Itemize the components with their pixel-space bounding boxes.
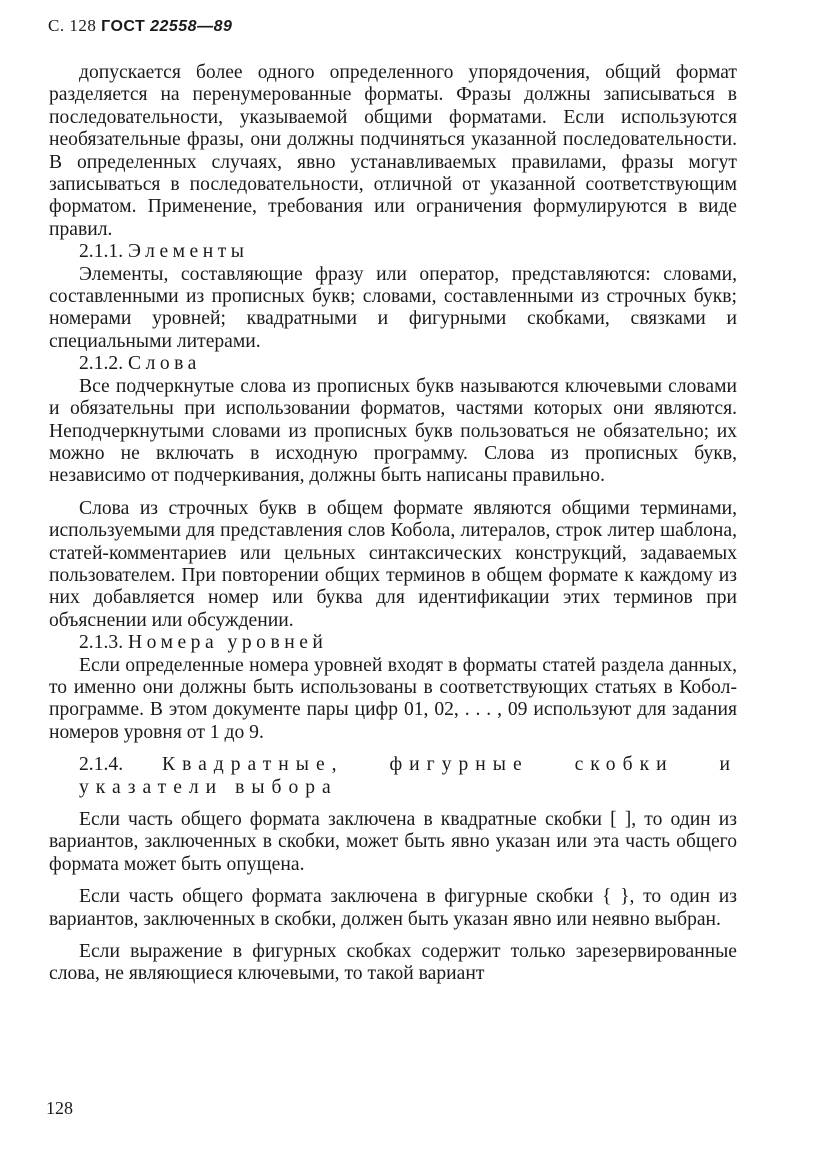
paragraph: Слова из строчных букв в общем формате являются общими терминами, используемыми для представления слов Кобола, литералов, строк литер шаблона, статей-комментариев или цельных синтаксических конструкций, задаваемых пользователем. При повторении общих терминов в общем формате к каждому из них добавляется номер или буква для идентификации этих терминов при объяснении или обсуждении. xyxy=(49,497,737,631)
paragraph: Если определенные номера уровней входят в форматы статей раздела данных, то именно они должны быть использованы в соответствующих статьях в Кобол-программе. В этом документе пары цифр 01, 02, . . . , 09 используют для задания номеров уровня от 1 до 9. xyxy=(49,654,737,743)
paragraph: Если выражение в фигурных скобках содержит только зарезервированные слова, не являющиеся ключевыми, то такой вариант xyxy=(49,941,737,985)
page-header xyxy=(48,16,232,36)
paragraph: Если часть общего формата заключена в фигурные скобки { }, то один из вариантов, заключенных в скобки, должен быть указан явно или неявно выбран. xyxy=(49,886,737,930)
paragraph: Если часть общего формата заключена в квадратные скобки [ ], то один из вариантов, заключенных в скобки, может быть явно указан или эта часть общего формата может быть опущена. xyxy=(49,809,737,875)
paragraph: допускается более одного определенного упорядочения, общий формат разделяется на перенумерованные форматы. Фразы должны записываться в последовательности, указываемой общими форматами. Если используются необязательные фразы, они должны подчиняться указанной последовательности. В определенных случаях, явно устанавливаемых правилами, фразы могут записываться в последовательности, отличной от указанной соответствующим форматом. Применение, требования или ограничения формулируются в виде правил. xyxy=(49,62,737,240)
section-title: Квадратные, фигурные скобки и указатели выбора xyxy=(79,754,737,798)
page-prefix: С. 128 xyxy=(48,16,97,35)
paragraph: Все подчеркнутые слова из прописных букв называются ключевыми словами и обязательны при использовании форматов, частями которых они являются. Неподчеркнутыми словами из прописных букв пользоваться не обязательно; их можно не включать в исходную программу. Слова из прописных букв, независимо от подчеркивания, должны быть написаны правильно. xyxy=(49,375,737,487)
section-title: Слова xyxy=(128,353,201,375)
section-number: 2.1.2. xyxy=(79,353,124,375)
section-number: 2.1.4. xyxy=(79,754,124,776)
page-number: 128 xyxy=(46,1098,73,1118)
gost-label: ГОСТ xyxy=(101,18,146,35)
section-heading-2-1-2 xyxy=(49,353,737,375)
section-title: Элементы xyxy=(128,241,249,263)
section-heading-2-1-3 xyxy=(49,632,737,654)
document-body xyxy=(49,62,737,986)
section-number: 2.1.1. xyxy=(79,241,124,263)
section-heading-2-1-1 xyxy=(49,241,737,263)
paragraph: Элементы, составляющие фразу или оператор, представляются: словами, составленными из прописных букв; словами, составленными из строчных букв; номерами уровней; квадратными и фигурными скобками, связками и специальными литерами. xyxy=(49,263,737,352)
gost-number: 22558—89 xyxy=(150,18,233,35)
section-heading-2-1-4 xyxy=(49,754,737,799)
section-title: Номера уровней xyxy=(128,632,328,654)
section-number: 2.1.3. xyxy=(79,632,124,654)
